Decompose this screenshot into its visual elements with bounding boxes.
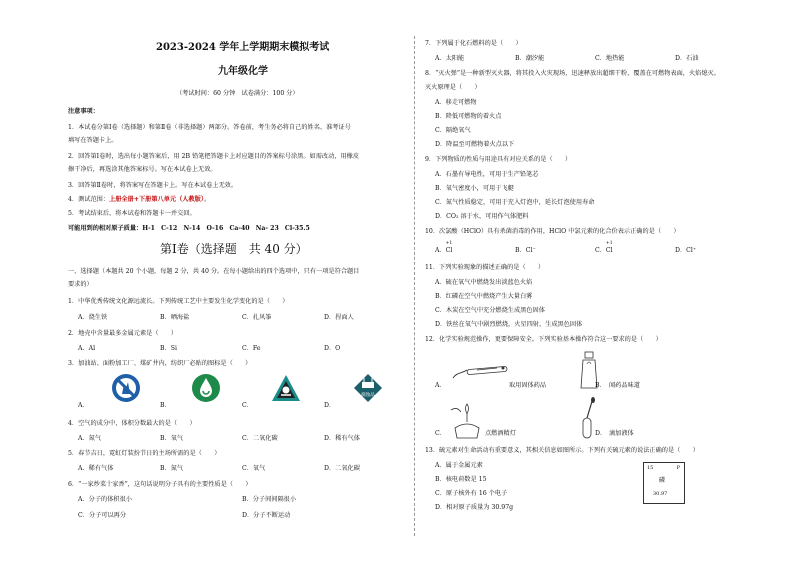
q10-a-letter: A．: [435, 247, 446, 254]
q8-option-c[interactable]: C．隔绝氧气: [435, 127, 471, 134]
corrosive-label: 腐蚀品: [361, 393, 375, 398]
column-divider: [414, 36, 415, 536]
q10-option-c[interactable]: [595, 241, 613, 255]
q9-option-d[interactable]: D．CO₂ 溶于水，可用作气体肥料: [435, 213, 529, 220]
q7-option-b[interactable]: B．潮汐能: [515, 55, 545, 62]
q3-option-c[interactable]: C．: [242, 402, 253, 409]
q8-option-b[interactable]: B．降低可燃物的着火点: [435, 113, 502, 120]
q5-option-c[interactable]: C．氧气: [242, 465, 266, 472]
exam-title: 2023-2024 学年上学期期末模拟考试: [156, 42, 330, 53]
question-13: 13．硫元素对生命活动有重要意义，其相关信息如图所示。下列有关硫元素的说法正确的是（ ）: [425, 447, 699, 454]
water-saving-icon: [190, 372, 222, 404]
question-1: 1．中华优秀传统文化源远流长。下列传统工艺中主要发生化学变化的是（ ）: [68, 298, 289, 305]
q8-option-a[interactable]: A．移走可燃物: [435, 99, 477, 106]
q11-option-b[interactable]: B．红磷在空气中燃烧产生大量白雾: [435, 293, 533, 300]
q3-option-d[interactable]: D．: [324, 402, 336, 409]
q10-a-base: Cl: [445, 247, 453, 254]
section1-intro-a: 一、选择题（本题共 20 个小题，每题 2 分，共 40 分。在每小题给出的四个选项中，只有一项是符合题目: [68, 268, 360, 275]
question-8a: 8．“灭火弹”是一种新型灭火器，将其投入火灾现场，迅速释放出超细干粉，覆盖在可燃物表面，火焰熄灭。: [425, 70, 720, 77]
q7-option-c[interactable]: C．地热能: [595, 55, 625, 62]
exam-info: （考试时间：60 分钟 试卷满分：100 分）: [176, 90, 299, 97]
q13-option-d[interactable]: D．相对原子质量为 30.97g: [435, 504, 514, 511]
q6-option-a[interactable]: A．分子的体积很小: [78, 496, 132, 503]
question-4: 4．空气的成分中，体积分数最大的是（ ）: [68, 420, 196, 427]
note-3: 3．回答第Ⅱ卷时，将答案写在答题卡上。写在本试卷上无效。: [68, 182, 238, 189]
q12-label-d: 滴加液体: [609, 430, 634, 437]
q1-option-a[interactable]: A．烧生铁: [78, 314, 108, 321]
q1-option-d[interactable]: D．捏面人: [324, 314, 354, 321]
q10-option-b[interactable]: B．Cl⁻: [515, 247, 536, 254]
q12-label-c: 点燃酒精灯: [485, 430, 516, 437]
q13-option-c[interactable]: C．原子核外有 16 个电子: [435, 490, 508, 497]
element-mass: 30.97: [653, 491, 668, 497]
q2-option-a[interactable]: A．Al: [78, 345, 96, 352]
question-2: 2．地壳中含量最多金属元素是（ ）: [68, 330, 178, 337]
question-8b: 灭火原理是（ ）: [425, 84, 481, 91]
q1-option-b[interactable]: B．晒海盐: [160, 314, 190, 321]
q12-label-b: 闻药品味道: [609, 382, 640, 389]
q9-option-b[interactable]: B．氧气密度小，可用于飞艇: [435, 185, 514, 192]
q11-option-d[interactable]: D．铁丝在氧气中剧烈燃烧，火星四射，生成黑色固体: [435, 321, 583, 328]
q2-option-b[interactable]: B．Si: [160, 345, 177, 352]
section1-title: 第Ⅰ卷（选择题 共 40 分）: [160, 242, 308, 256]
q7-option-a[interactable]: A．太阳能: [435, 55, 465, 62]
q11-option-c[interactable]: C．木炭在空气中充分燃烧生成黑色固体: [435, 307, 545, 314]
q10-a-sup: +1: [445, 241, 453, 246]
element-name: 磷: [659, 477, 666, 484]
section1-intro-b: 要求的）: [68, 281, 93, 288]
q5-option-a[interactable]: A．稀有气体: [78, 465, 114, 472]
q10-a-formula: [445, 241, 453, 255]
note-1b: 填写在答题卡上。: [68, 137, 118, 144]
q12-label-a: 取用固体药品: [509, 382, 547, 389]
question-9: 9．下列物质的性质与用途具有对应关系的是（ ）: [425, 156, 572, 163]
toxic-warning-icon: [270, 372, 302, 404]
q13-option-a[interactable]: A．属于金属元素: [435, 462, 483, 469]
alcohol-lamp-icon: [447, 400, 487, 440]
q4-option-c[interactable]: C．二氧化碳: [242, 435, 278, 442]
element-number: 15: [647, 465, 654, 471]
question-11: 11．下列实验现象的描述正确的是（ ）: [425, 264, 545, 271]
q2-option-d[interactable]: D．O: [324, 345, 341, 352]
note-5: 5．考试结束后，将本试卷和答题卡一并交回。: [68, 210, 196, 217]
q2-option-c[interactable]: C．Fe: [242, 345, 261, 352]
q10-option-d[interactable]: D．Cl⁺: [675, 247, 697, 254]
reagent-bottle-icon: [575, 350, 603, 390]
q3-option-a[interactable]: A．: [78, 402, 89, 409]
q10-c-sup: +1: [605, 241, 613, 246]
question-6: 6．“一家炒菜十家香”，这句话说明分子具有的主要性质是（ ）: [68, 481, 252, 488]
q5-option-d[interactable]: D．二氧化碳: [324, 465, 360, 472]
q11-option-a[interactable]: A．硫在氧气中燃烧发出淡蓝色火焰: [435, 279, 533, 286]
q3-option-b[interactable]: B．: [160, 402, 171, 409]
q13-option-b[interactable]: B．核电荷数是 15: [435, 476, 487, 483]
no-fire-icon: [110, 372, 142, 404]
corrosive-sign-icon: [352, 372, 384, 404]
q5-option-b[interactable]: B．氮气: [160, 465, 184, 472]
exam-subtitle: 九年级化学: [218, 66, 268, 77]
element-card: [643, 462, 685, 504]
q10-c-letter: C．: [595, 247, 606, 254]
question-7: 7．下列属于化石燃料的是（ ）: [425, 40, 522, 47]
q6-option-b[interactable]: B．分子间间隔很小: [242, 496, 297, 503]
q8-option-d[interactable]: D．降温至可燃物着火点以下: [435, 141, 515, 148]
q4-option-b[interactable]: B．氧气: [160, 435, 184, 442]
note-4-prefix: 4．测试范围：: [68, 196, 110, 203]
q9-option-c[interactable]: C．氮气性质稳定，可用于充入灯泡中，延长灯泡使用寿命: [435, 199, 595, 206]
question-5: 5．春节吉日，霓虹灯装扮节日的主场所需的是（ ）: [68, 450, 221, 457]
q10-c-base: Cl: [605, 247, 613, 254]
question-3: 3．加油站、面粉加工厂、煤矿井内，纺织厂必贴的图标是（ ）: [68, 360, 252, 367]
q4-option-a[interactable]: A．氮气: [78, 435, 102, 442]
q6-option-d[interactable]: D．分子不断运动: [242, 512, 291, 519]
q6-option-c[interactable]: C．分子可以再分: [78, 512, 127, 519]
q1-option-c[interactable]: C．扎风筝: [242, 314, 272, 321]
q7-option-d[interactable]: D．石油: [675, 55, 699, 62]
q10-option-a[interactable]: [435, 241, 453, 255]
question-10: 10．次氯酸（HClO）具有杀菌消毒的作用，HClO 中氯元素的化合价表示正确的是（ ）: [425, 228, 680, 235]
question-12: 12．化学实验规范操作，更要保障安全。下列实验基本操作符合这一要求的是（ ）: [425, 336, 662, 343]
q12-option-d[interactable]: D．: [595, 430, 607, 437]
note-4: [68, 196, 210, 204]
note-4-scope: 上册全册+下册第八单元（人教版）: [109, 196, 204, 203]
note-1a: 1．本试卷分第Ⅰ卷（选择题）和第Ⅱ卷（非选择题）两部分。答卷前，考生务必将自己的姓名、准考证号: [68, 124, 351, 131]
element-symbol: P: [676, 465, 680, 471]
q4-option-d[interactable]: D．稀有气体: [324, 435, 360, 442]
q9-option-a[interactable]: A．石墨有导电性，可用于生产铅笔芯: [435, 171, 539, 178]
q10-c-formula: [605, 241, 613, 255]
atomic-masses: 可能用到的相对原子质量：H-1 C-12 N-14 O-16 Ca-40 Na- 23 Cl-35.5: [68, 225, 310, 232]
q12-option-c[interactable]: C．: [435, 430, 446, 437]
note-2a: 2．回答第Ⅰ卷时，选出每小题答案后，用 2B 铅笔把答题卡上对应题目的答案标号涂黑。如需改动，用橡皮: [68, 153, 360, 160]
q12-option-a[interactable]: A．: [435, 382, 446, 389]
notes-heading: 注意事项：: [68, 108, 99, 115]
q12-option-b[interactable]: B．: [595, 382, 606, 389]
dropper-tube-icon: [575, 396, 605, 440]
note-4-suffix: 。: [203, 196, 211, 203]
test-tube-spatula-icon: [447, 356, 517, 386]
note-2b: 擦干净后，再选涂其他答案标号。写在本试卷上无效。: [68, 166, 217, 173]
